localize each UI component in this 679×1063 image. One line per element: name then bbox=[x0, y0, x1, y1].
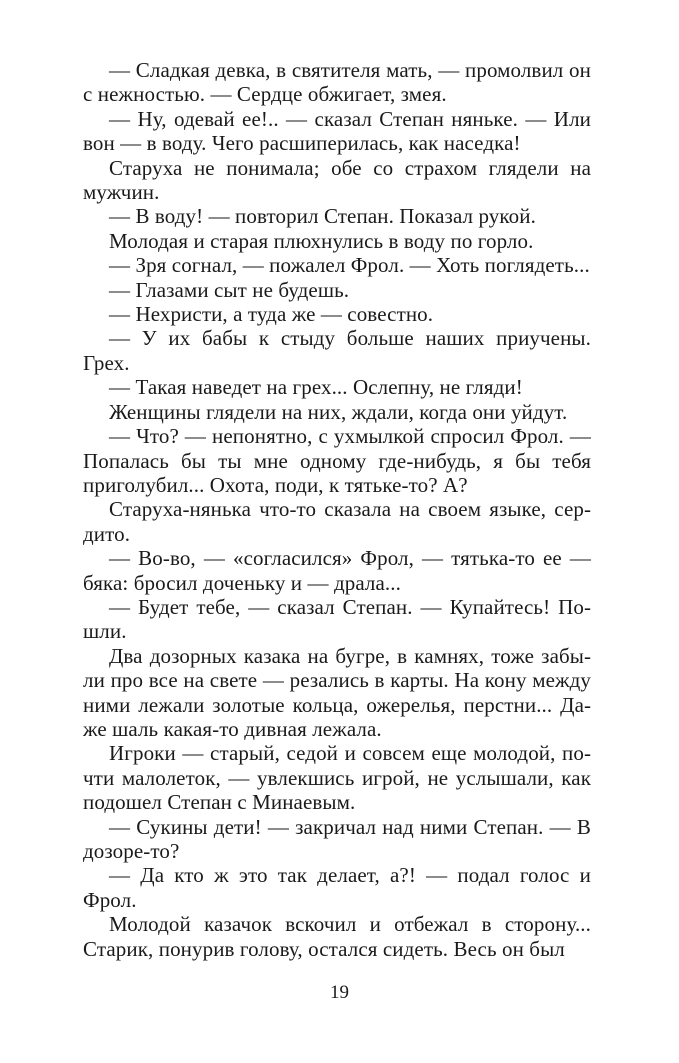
page-number: 19 bbox=[330, 982, 349, 1003]
paragraph: Два дозорных казака на бугре, в камнях, тоже забыли про все на свете — резались в карты. На кону между ними лежали золотые кольца, ожерелья, перстни... Даже шаль какая-то дивная лежала. bbox=[83, 643, 591, 741]
paragraph: — Такая наведет на грех... Ослепну, не гляди! bbox=[109, 375, 523, 400]
paragraph: — В воду! — повторил Степан. Показал рукой. bbox=[109, 204, 536, 229]
paragraph: Молодая и старая плюхнулись в воду по горло. bbox=[109, 228, 534, 253]
paragraph: Женщины глядели на них, ждали, когда они уйдут. bbox=[109, 399, 568, 424]
paragraph: Старуха-нянька что-то сказала на своем языке, сердито. bbox=[83, 497, 591, 546]
page-text bbox=[83, 58, 591, 961]
paragraph: Молодой казачок вскочил и отбежал в сторону... Старик, понурив голову, остался сидеть. Весь он был bbox=[83, 912, 591, 961]
paragraph: — Сладкая девка, в святителя мать, — промолвил он с нежностью. — Сердце обжигает, змея. bbox=[83, 58, 591, 107]
paragraph: — Будет тебе, — сказал Степан. — Купайтесь! Пошли. bbox=[83, 594, 591, 644]
paragraph: — Сукины дети! — закричал над ними Степан. — В дозоре-то? bbox=[83, 814, 591, 863]
paragraph: — Что? — непонятно, с ухмылкой спросил Фрол. — Попалась бы ты мне одному где-нибудь, я бы тебя приголубил... Охота, поди, к тятьке-то? А? bbox=[83, 424, 591, 497]
paragraph: — Зря согнал, — пожалел Фрол. — Хоть поглядеть... bbox=[109, 253, 590, 278]
paragraph: — Нехристи, а туда же — совестно. bbox=[109, 302, 434, 327]
paragraph: — У их бабы к стыду больше наших приучены. Грех. bbox=[83, 326, 591, 375]
paragraph: — Да кто ж это так делает, а?! — подал голос и Фрол. bbox=[83, 863, 591, 912]
paragraph: — Глазами сыт не будешь. bbox=[109, 277, 350, 302]
paragraph: — Во-во, — «согласился» Фрол, — тятька-то ее — бяка: бросил доченьку и — драла... bbox=[83, 546, 591, 595]
paragraph: Игроки — старый, седой и совсем еще молодой, почти малолеток, — увлекшись игрой, не услышали, как подошел Степан с Минаевым. bbox=[83, 741, 591, 815]
paragraph: Старуха не понимала; обе со страхом глядели на мужчин. bbox=[83, 155, 591, 205]
paragraph: — Ну, одевай ее!.. — сказал Степан няньке. — Или вон — в воду. Чего расшиперилась, как наседка! bbox=[83, 106, 591, 156]
